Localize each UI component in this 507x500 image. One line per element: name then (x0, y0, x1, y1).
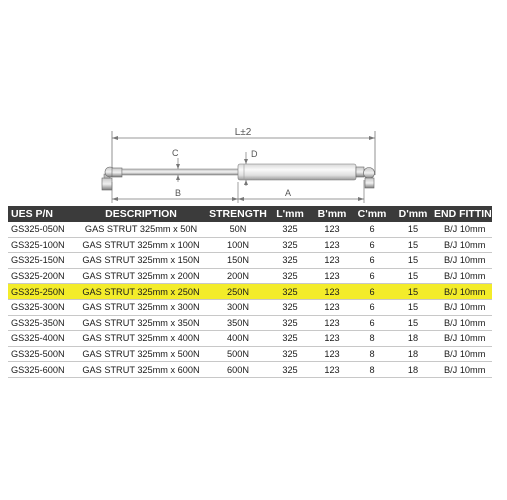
cell-description: GAS STRUT 325mm x 50N (74, 222, 208, 237)
cell-b-mm: 123 (312, 331, 352, 347)
cell-part-number: GS325-300N (8, 299, 74, 315)
cell-b-mm: 123 (312, 237, 352, 253)
cell-description: GAS STRUT 325mm x 400N (74, 331, 208, 347)
cell-part-number: GS325-350N (8, 315, 74, 331)
table-row (8, 237, 492, 253)
cell-strength: 200N (208, 268, 268, 284)
cell-c-mm: 6 (352, 222, 392, 237)
cell-b-mm: 123 (312, 362, 352, 378)
cell-d-mm: 15 (392, 315, 434, 331)
table-row (8, 315, 492, 331)
table-row (8, 268, 492, 284)
cell-c-mm: 8 (352, 362, 392, 378)
cell-end-fittings: B/J 10mm (434, 253, 492, 269)
cell-part-number: GS325-150N (8, 253, 74, 269)
cell-description: GAS STRUT 325mm x 500N (74, 346, 208, 362)
table-header-row (8, 206, 492, 222)
cell-description: GAS STRUT 325mm x 350N (74, 315, 208, 331)
cell-b-mm: 123 (312, 253, 352, 269)
cell-c-mm: 6 (352, 315, 392, 331)
cell-l-mm: 325 (268, 362, 312, 378)
cell-strength: 400N (208, 331, 268, 347)
cell-strength: 500N (208, 346, 268, 362)
cell-end-fittings: B/J 10mm (434, 315, 492, 331)
header-c-mm: C'mm (352, 206, 392, 222)
cell-description: GAS STRUT 325mm x 150N (74, 253, 208, 269)
cell-c-mm: 8 (352, 346, 392, 362)
cell-c-mm: 6 (352, 284, 392, 300)
cell-c-mm: 6 (352, 268, 392, 284)
cell-strength: 350N (208, 315, 268, 331)
header-part-number: UES P/N (8, 206, 74, 222)
table-row (8, 299, 492, 315)
cell-l-mm: 325 (268, 346, 312, 362)
header-d-mm: D'mm (392, 206, 434, 222)
piston-rod (122, 169, 240, 175)
cell-c-mm: 8 (352, 331, 392, 347)
cell-strength: 100N (208, 237, 268, 253)
cylinder-body (238, 164, 364, 180)
cell-end-fittings: B/J 10mm (434, 362, 492, 378)
cell-part-number: GS325-250N (8, 284, 74, 300)
cell-description: GAS STRUT 325mm x 250N (74, 284, 208, 300)
cell-d-mm: 15 (392, 237, 434, 253)
cell-part-number: GS325-600N (8, 362, 74, 378)
cell-l-mm: 325 (268, 331, 312, 347)
cell-b-mm: 123 (312, 284, 352, 300)
cell-b-mm: 123 (312, 346, 352, 362)
header-strength: STRENGTH (209, 208, 267, 220)
cell-description: GAS STRUT 325mm x 200N (74, 268, 208, 284)
cell-part-number: GS325-200N (8, 268, 74, 284)
header-description: DESCRIPTION (74, 206, 208, 222)
cell-l-mm: 325 (268, 268, 312, 284)
cell-strength: 50N (208, 222, 268, 237)
cell-d-mm: 15 (392, 284, 434, 300)
cell-b-mm: 123 (312, 315, 352, 331)
cell-c-mm: 6 (352, 237, 392, 253)
table-row (8, 331, 492, 347)
cell-end-fittings: B/J 10mm (434, 268, 492, 284)
table-row (8, 362, 492, 378)
cell-end-fittings: B/J 10mm (434, 299, 492, 315)
cell-end-fittings: B/J 10mm (434, 222, 492, 237)
cell-d-mm: 15 (392, 253, 434, 269)
cell-strength: 600N (208, 362, 268, 378)
cell-d-mm: 18 (392, 346, 434, 362)
cell-c-mm: 6 (352, 299, 392, 315)
spec-table (8, 206, 507, 378)
cell-description: GAS STRUT 325mm x 600N (74, 362, 208, 378)
table-row (8, 346, 492, 362)
label-body-diameter: D (251, 149, 258, 159)
cell-l-mm: 325 (268, 299, 312, 315)
cell-d-mm: 15 (392, 268, 434, 284)
cell-end-fittings: B/J 10mm (434, 331, 492, 347)
cell-end-fittings: B/J 10mm (434, 284, 492, 300)
cell-part-number: GS325-400N (8, 331, 74, 347)
cell-part-number: GS325-500N (8, 346, 74, 362)
cell-l-mm: 325 (268, 253, 312, 269)
cell-b-mm: 123 (312, 299, 352, 315)
label-rod-diameter: C (172, 148, 179, 158)
label-body-length: A (284, 188, 292, 198)
cell-l-mm: 325 (268, 222, 312, 237)
gas-strut-diagram (0, 0, 500, 205)
cell-c-mm: 6 (352, 253, 392, 269)
label-rod-length: B (174, 188, 182, 198)
cell-b-mm: 123 (312, 222, 352, 237)
cell-description: GAS STRUT 325mm x 300N (74, 299, 208, 315)
cell-d-mm: 15 (392, 299, 434, 315)
table-row-highlighted (8, 284, 492, 300)
cell-description: GAS STRUT 325mm x 100N (74, 237, 208, 253)
cell-end-fittings: B/J 10mm (434, 346, 492, 362)
cell-strength: 250N (208, 284, 268, 300)
header-b-mm: B'mm (312, 206, 352, 222)
cell-l-mm: 325 (268, 237, 312, 253)
cell-d-mm: 18 (392, 331, 434, 347)
right-end-fitting (364, 168, 375, 189)
dimension-b-a (112, 180, 364, 203)
cell-d-mm: 18 (392, 362, 434, 378)
header-l-mm: L'mm (268, 206, 312, 222)
cell-d-mm: 15 (392, 222, 434, 237)
header-end-fittings: END FITTINGS (434, 208, 507, 220)
cell-part-number: GS325-050N (8, 222, 74, 237)
cell-part-number: GS325-100N (8, 237, 74, 253)
cell-b-mm: 123 (312, 268, 352, 284)
cell-l-mm: 325 (268, 315, 312, 331)
table-row (8, 222, 492, 237)
cell-l-mm: 325 (268, 284, 312, 300)
cell-strength: 150N (208, 253, 268, 269)
cell-end-fittings: B/J 10mm (434, 237, 492, 253)
label-overall-length: L±2 (234, 127, 252, 138)
cell-strength: 300N (208, 299, 268, 315)
table-row (8, 253, 492, 269)
